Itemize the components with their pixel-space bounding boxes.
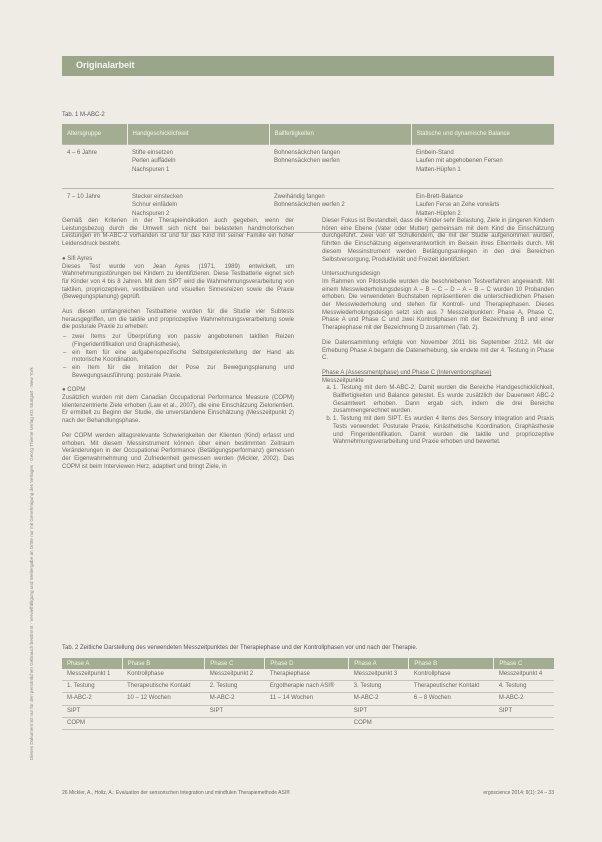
list-item: b. 1. Testung mit dem SIPT. Es wurden 4 Items des Sensory Integration and Praxis Tests verwendet: Posturale Praxie, Kinästhetische Koordination, Graphästhesie und Fingeridentifikation. Damit wurden die taktile und propriozeptive Wahrnehmungsverarbeitung und Praxie erhoben und bewertet. [333,416,554,447]
list-item: – ein Item für eine aufgabenspezifische Selbstgelenkstellung der Hand als motorische Koordination, [72,350,294,365]
table2 [62,658,554,730]
measurement-list [322,385,554,447]
table2-header-cell: Phase A [62,658,122,669]
section-header-bar [62,56,554,76]
table1 [62,124,554,233]
table-cell: 3. Testung [349,681,409,693]
table-row [62,717,554,729]
cell-line: Nachspuren 1 [132,166,170,173]
table-cell: 11 – 14 Wochen [265,693,349,705]
table-cell: 10 – 12 Wochen [122,693,205,705]
table-cell: Messzeitpunkt 3 [349,669,409,681]
subheading-copm: ● COPM [62,387,86,394]
table-cell: M-ABC-2 [349,693,409,705]
table-cell-ball [269,145,411,189]
table-cell: COPM [349,717,409,729]
table-cell: M-ABC-2 [62,693,122,705]
table-cell: M-ABC-2 [205,693,265,705]
table-cell [205,717,265,729]
table-cell-age: 4 – 6 Jahre [62,145,127,189]
table1-header-cell: Altersgruppe [62,124,127,145]
subheading-text: COPM [67,387,86,394]
subheading-sipt: ● Sifi Ayres [62,255,93,262]
paragraph: Per COPM werden alltagsrelevante Schwierigkeiten der Klienten (Kind) erfasst und erhoben. Mit diesem Messinstrument können über einen bestimmten Zeitraum Veränderungen in der Occupational Performance (Betätigungsperformanz) gemessen der Eigenwahrnehmung und Zufriedenheit gemessen werden (Mickler, 2002). Das COPM ist beim Interviewen Herz, adaptiert und bringt Ziele, in [62,432,294,470]
section-label: Originalarbeit [76,60,135,70]
table-cell: 6 – 8 Wochen [409,693,494,705]
table2-header-row [62,658,554,669]
cell-line: Zweihändig fangen [274,194,325,200]
cell-line: Bohnensäckchen fangen [274,150,341,156]
left-column [62,218,294,478]
footer-citation: 26 Mickler, A., Holtz, A.: Evaluation der sensorischen Integration und mindfulen Therapiemethode ASI® [62,790,290,796]
side-copyright-note: Dieses Dokument ist nur für den persönlichen Gebrauch bestimmt · Vervielfältigung und Weitergabe an Dritte nur mit Genehmigung des Verlages · Georg Thieme Verlag KG Stuttgart · New York [29,367,34,760]
table-cell: Therapeutischer Kontakt [409,681,494,693]
table-cell: 4. Testung [494,681,554,693]
paragraph: Zusätzlich wurden mit dem Canadian Occupational Performance Measure (COPM) klientenzentrierte Ziele erhoben (Law et al., 2007), die eine Einschätzung Zielorientiert. Er ermittelt zu Beginn der Studie, die unverstandene Einschätzung (Messzeitpunkt 2) nach der Behandlungsphase. [62,395,294,425]
table-cell [265,717,349,729]
cell-line: Matten-Hüpfen 2 [416,210,461,217]
list-item: a. 1. Testung mit dem M-ABC-2. Damit wurden die Bereiche Handgeschicklichkeit, Ballfertigkeiten und Balance getestet. Es wurde zusätzlich der Dauerwert ABC-2 Gesamtwert erhoben. Dann ergab sich, indem die drei Bereiche zusammengerechnet wurden. [333,385,554,416]
table2-header-cell: Phase B [122,658,205,669]
cell-line: Laufen Ferse an Zehe vorwärts [416,202,500,209]
paragraph: Die Datensammlung erfolgte von November 2011 bis September 2012. Mit der Erhebung Phase A begann die Datenerhebung, sie endete mit der 4. Testung in Phase C. [322,339,554,362]
table-cell: 2. Testung [205,681,265,693]
table-cell: Kontrollphase [122,669,205,681]
paragraph: Aus diesen umfangreichen Testbatterie wurden für die Studie vier Subtests herausgegriffen, um die taktile und propriozeptive Wahrnehmungsverarbeitung sowie die posturale Praxie zu erheben: [62,309,294,331]
table2-header-cell: Phase D [265,658,349,669]
table-cell: Therapeutische Kontakt [122,681,205,693]
cell-line: Perlen auffädeln [132,158,176,165]
right-column [322,218,554,447]
cell-line: Stecker einstecken [132,194,183,200]
table2-header-cell: Phase C [494,658,554,669]
table-cell: SIPT [349,705,409,717]
cell-line: Laufen mit abgehobenen Fersen [416,158,503,165]
table1-caption: Tab. 1 M-ABC-2 [62,112,105,118]
table-cell: M-ABC-2 [494,693,554,705]
table-row [62,669,554,681]
paragraph: Dieser Fokus ist Bestandteil, dass die Kinder sehr Belastung, Ziele in jüngeren Kindern hören eine Ebene (Vater oder Mutter) gemeinsam mit dem Kind die Einschätzung durchgeführt. Zwei von elf Schulkindern, die mit der Studie aufgenommen wurden, führten die Einschätzung eigenverantwortlich im Beisein ihres Elternteils durch. Mit diesem Messinstrument werden Betätigungsanliegen in den drei Bereichen Selbstversorgung, Produktivität und Freizeit identifiziert. [322,218,554,263]
table-cell: SIPT [494,705,554,717]
table-cell: Kontrollphase [409,669,494,681]
table-cell-age: 7 – 10 Jahre [62,189,127,233]
table1-header-cell: Statische und dynamische Balance [411,124,554,145]
cell-line: Einbein-Stand [416,150,454,156]
table-cell: Messzeitpunkt 2 [205,669,265,681]
table2-header-cell: Phase C [205,658,265,669]
table-cell-balance [411,145,554,189]
cell-line: Bohnensäckchen werfen [274,158,340,165]
table2-header-cell: Phase A [349,658,409,669]
table-cell [494,717,554,729]
subheading-text: Sifi Ayres [67,255,93,262]
table-cell: COPM [62,717,122,729]
table1-header-row [62,124,554,145]
table-row [62,681,554,693]
table-cell: SIPT [205,705,265,717]
footer-journal: ergoscience 2014; 9(1): 24 – 33 [483,790,554,796]
subheading-measure: Messzeitpunkte [322,377,364,384]
subheading-phases: Phase A (Assessmentphase) und Phase C (Interventionsphase) [322,369,492,376]
subtest-list [62,334,294,380]
table-cell [409,705,494,717]
paragraph: Gemäß den Kriterien in der Therapieindikation auch gegeben, wenn der Leistungsbezug durch die Umwelt sich nicht bei belasteten handmotorischen Leistungen im M-ABC-2 vorhanden ist und für das Kind mit seiner Familie ein hoher Leidensdruck besteht. [62,218,294,248]
table-cell: Ergotherapie nach ASI® [265,681,349,693]
subheading-design: Untersuchungsdesign [322,271,381,278]
table-cell: Messzeitpunkt 1 [62,669,122,681]
table-cell [409,717,494,729]
table2-caption: Tab. 2 Zeitliche Darstellung des verwendeten Messzeitpunktes der Therapiephase und der Kontrollphasen vor und nach der Therapie. [62,645,418,651]
cell-line: Stifte einsetzen [132,150,174,156]
table-cell: SIPT [62,705,122,717]
table-row [62,705,554,717]
table-cell [122,705,205,717]
paragraph: Dieses Test wurde von Jean Ayres (1971, 1989) entwickelt, um Wahrnehmungsstörungen bei Kindern zu identifizieren. Diese Testbatterie eignet sich für Kinder von 4 bis 8 Jahren. Mit dem SIPT wird die Wahrnehmungsverarbeitung von taktilen, propriozeptiven, vestibulären und visuellen Sinnesreizen sowie die Praxie (Bewegungsplanung) geprüft. [62,263,294,301]
page-footer [62,790,554,796]
cell-line: Schnur einfädeln [132,202,178,209]
table-cell: Messzeitpunkt 4 [494,669,554,681]
list-item: – zwei Items zur Überprüfung von passiv angebotenen taktilen Reizen (Fingeridentifikation und Graphästhesie), [72,334,294,349]
table-row [62,693,554,705]
table-cell: 1. Testung [62,681,122,693]
cell-line: Bohnensäckchen werfen 2 [274,202,345,209]
table1-header-cell: Ballfertigkeiten [269,124,411,145]
table2-header-cell: Phase B [409,658,494,669]
table-cell-hand [127,145,269,189]
paragraph: Im Rahmen von Pilotstudie wurden die beschriebenen Testverfahren angewandt. Mit einem Messwiederholungsdesign A – B – C – D – A – B – C wurden 10 Probanden erhoben. Die verwendeten Buchstaben repräsentieren die unterschiedlichen Phasen der Messwiederholung und stehen für Kontroll- und Therapiephasen. Dieses Messwiederholungsdesign setzt sich aus 7 Messzeitpunkten: Phase A, Phase C, Phase A und Phase C und zwei Kontrollphasen mit der Bezeichnung B und einer Therapiephase mit der Bezeichnung D zusammen (Tab. 2). [322,278,554,332]
table-cell: Therapiephase [265,669,349,681]
cell-line: Matten-Hüpfen 1 [416,166,461,173]
list-item: – ein Item für die Imitation der Pose zur Bewegungsplanung und Bewegungsausführung: posturale Praxie. [72,365,294,380]
table-cell [265,705,349,717]
table-row [62,145,554,189]
table-cell [122,717,205,729]
table1-header-cell: Handgeschicklichkeit [127,124,269,145]
cell-line: Ein-Brett-Balance [416,194,464,200]
cell-line: Nachspuren 2 [132,210,170,217]
